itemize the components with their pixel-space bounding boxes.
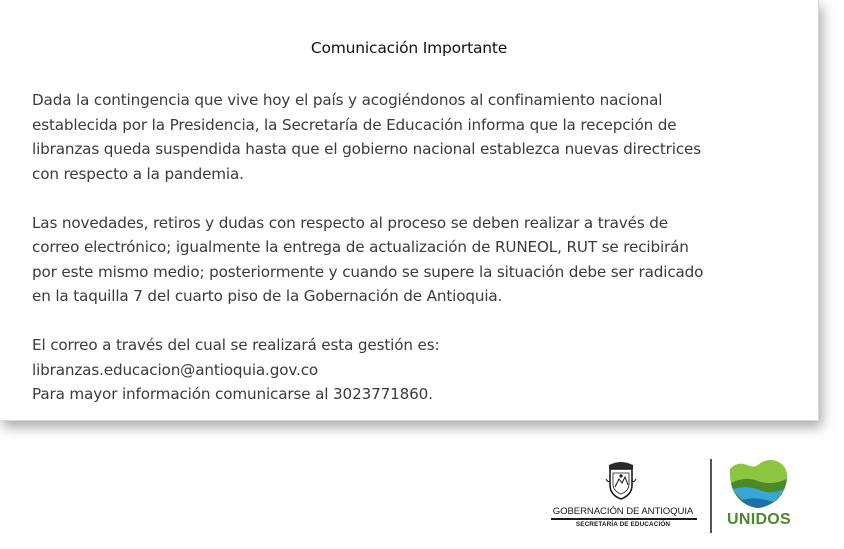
notice-paragraph-contact	[32, 333, 812, 407]
footer-logos	[545, 455, 805, 535]
gobernacion-subtitle: SECRETARÍA DE EDUCACIÓN	[575, 521, 671, 528]
notice-line: establecida por la Presidencia, la Secretaría de Educación informa que la recepción de	[32, 115, 677, 134]
notice-line: Dada la contingencia que vive hoy el país y acogiéndonos al confinamiento nacional	[32, 91, 663, 109]
coat-of-arms-icon	[605, 459, 637, 501]
logo-divider	[710, 459, 712, 533]
notice-title: Comunicación Importante	[310, 39, 508, 57]
gobernacion-name: GOBERNACIÓN DE ANTIOQUIA	[552, 506, 694, 517]
contact-email: libranzas.educacion@antioquia.gov.co	[32, 360, 319, 379]
notice-line: por este mismo medio; posteriormente y cuando se supere la situación debe ser radicado	[32, 262, 704, 281]
unidos-logo	[723, 459, 797, 535]
notice-line: correo electrónico; igualmente la entrega de actualización de RUNEOL, RUT se recibirán	[32, 238, 689, 256]
unidos-heart-icon	[727, 459, 789, 509]
contact-intro: El correo a través del cual se realizará esta gestión es:	[32, 336, 440, 354]
gobernacion-logo	[545, 455, 701, 535]
notice-line: Las novedades, retiros y dudas con respecto al proceso se deben realizar a través de	[32, 213, 668, 232]
notice-line: con respecto a la pandemia.	[32, 164, 244, 183]
notice-line: libranzas queda suspendida hasta que el gobierno nacional establezca nuevas directrices	[32, 140, 702, 158]
gobernacion-rule	[551, 518, 697, 520]
notice-body	[32, 88, 812, 407]
notice-paragraph-suspension	[32, 88, 812, 186]
contact-phone: Para mayor información comunicarse al 3023771860.	[32, 385, 433, 403]
unidos-wordmark: UNIDOS	[726, 511, 792, 528]
notice-line: en la taquilla 7 del cuarto piso de la Gobernación de Antioquia.	[32, 287, 503, 305]
notice-paragraph-procedure	[32, 211, 812, 309]
